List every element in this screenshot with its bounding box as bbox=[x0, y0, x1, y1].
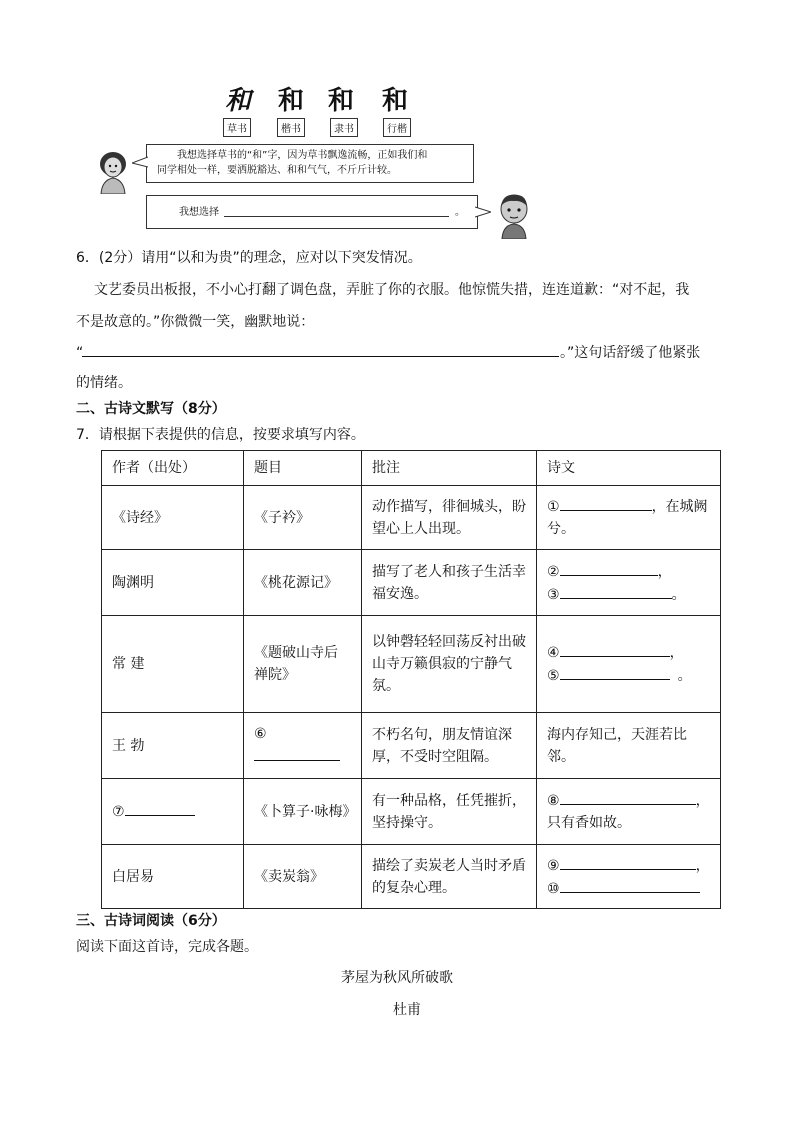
header-title: 题目 bbox=[244, 451, 362, 486]
row-verse bbox=[537, 616, 721, 713]
poem-title: 茅屋为秋风所破歌 bbox=[341, 970, 453, 986]
row-author: 白居易 bbox=[102, 845, 244, 909]
verse-text-8: 只有香如故。 bbox=[547, 815, 631, 831]
label-xingkai: 行楷 bbox=[383, 118, 411, 137]
verse-blank-1[interactable] bbox=[560, 495, 652, 511]
blank-marker-9: ⑨ bbox=[547, 857, 560, 874]
verse-blank-2[interactable] bbox=[560, 560, 658, 576]
q6-prompt: 6．(2分）请用“以和为贵”的理念，应对以下突发情况。 bbox=[76, 250, 422, 266]
row-title: 《卜算子·咏梅》 bbox=[244, 779, 362, 845]
blank-marker-5: ⑤ bbox=[547, 668, 560, 684]
boy-bubble-tail bbox=[475, 205, 491, 219]
verse-suffix-5: 。 bbox=[677, 668, 692, 684]
blank-marker-8: ⑧ bbox=[547, 793, 560, 809]
boy-avatar bbox=[495, 193, 533, 239]
table-row bbox=[102, 713, 721, 779]
row-verse bbox=[537, 550, 721, 616]
q6-closing-line: 的情绪。 bbox=[76, 375, 132, 391]
table-row bbox=[102, 616, 721, 713]
verse-blank-3[interactable] bbox=[560, 583, 672, 599]
verse-suffix-1: ，在城阙兮。 bbox=[547, 499, 708, 537]
verse-suffix-4: ， bbox=[669, 645, 684, 661]
table-row bbox=[102, 845, 721, 909]
row-note: 描写了老人和孩子生活幸福安逸。 bbox=[362, 550, 537, 616]
row-author bbox=[102, 779, 244, 845]
title-blank-6[interactable] bbox=[254, 745, 340, 761]
girl-speech-bubble bbox=[146, 144, 474, 183]
glyph-cursive: 和 bbox=[225, 86, 252, 116]
label-caoshu: 草书 bbox=[223, 118, 251, 137]
girl-avatar bbox=[93, 150, 133, 194]
q6-open-quote: “ bbox=[76, 345, 84, 361]
row-title: 《桃花源记》 bbox=[244, 550, 362, 616]
verse-suffix-8: ， bbox=[695, 793, 710, 809]
section-3-instruction: 阅读下面这首诗，完成各题。 bbox=[76, 939, 258, 955]
blank-marker-6: ⑥ bbox=[254, 726, 267, 742]
poem-author: 杜甫 bbox=[393, 1002, 421, 1018]
q6-scenario-line-1: 文艺委员出板报，不小心打翻了调色盘，弄脏了你的衣服。他惊慌失措，连连道歉：“对不起，我 bbox=[94, 282, 690, 298]
row-title: 《子衿》 bbox=[244, 486, 362, 550]
q7-prompt: 7．请根据下表提供的信息，按要求填写内容。 bbox=[76, 427, 365, 443]
row-author: 常 建 bbox=[102, 616, 244, 713]
row-verse: 海内存知己，天涯若比邻。 bbox=[537, 713, 721, 779]
row-title: 《题破山寺后禅院》 bbox=[244, 616, 362, 713]
poetry-fill-table bbox=[101, 450, 721, 909]
row-note: 描绘了卖炭老人当时矛盾的复杂心理。 bbox=[362, 845, 537, 909]
verse-blank-10[interactable] bbox=[560, 877, 700, 893]
row-title bbox=[244, 713, 362, 779]
girl-bubble-tail bbox=[132, 155, 148, 169]
girl-speech-line-1: 我想选择草书的“和”字，因为草书飘逸流畅，正如我们和 bbox=[177, 150, 428, 161]
row-verse bbox=[537, 845, 721, 909]
verse-suffix-3: 。 bbox=[671, 586, 686, 603]
boy-speech-prefix: 我想选择 bbox=[179, 207, 219, 218]
verse-blank-8[interactable] bbox=[560, 789, 696, 805]
table-row bbox=[102, 486, 721, 550]
row-verse bbox=[537, 486, 721, 550]
row-note: 动作描写，徘徊城头，盼望心上人出现。 bbox=[362, 486, 537, 550]
verse-suffix-2: ， bbox=[657, 563, 672, 580]
blank-marker-2: ② bbox=[547, 563, 560, 580]
label-kaishu: 楷书 bbox=[277, 118, 305, 137]
q6-scenario-line-2: 不是故意的。”你微微一笑，幽默地说： bbox=[76, 314, 315, 330]
glyph-regular: 和 bbox=[278, 86, 305, 116]
girl-speech-line-2: 同学相处一样，要洒脱豁达、和和气气，不斤斤计较。 bbox=[157, 165, 397, 176]
blank-marker-4: ④ bbox=[547, 645, 560, 661]
row-author: 王 勃 bbox=[102, 713, 244, 779]
calligraphy-glyph-row bbox=[215, 80, 425, 120]
header-note: 批注 bbox=[362, 451, 537, 486]
blank-marker-7: ⑦ bbox=[112, 804, 125, 820]
author-blank-7[interactable] bbox=[125, 800, 195, 816]
row-title: 《卖炭翁》 bbox=[244, 845, 362, 909]
row-note: 以钟磬轻轻回荡反衬出破山寺万籁俱寂的宁静气氛。 bbox=[362, 616, 537, 713]
blank-marker-1: ① bbox=[547, 499, 560, 515]
verse-blank-9[interactable] bbox=[560, 854, 696, 870]
boy-speech-suffix: 。 bbox=[455, 207, 465, 218]
label-lishu: 隶书 bbox=[330, 118, 358, 137]
row-author: 陶渊明 bbox=[102, 550, 244, 616]
table-row bbox=[102, 779, 721, 845]
row-note: 不朽名句，朋友情谊深厚，不受时空阻隔。 bbox=[362, 713, 537, 779]
table-row bbox=[102, 550, 721, 616]
table-header-row bbox=[102, 451, 721, 486]
boy-answer-blank[interactable] bbox=[224, 216, 449, 217]
q6-answer-blank[interactable] bbox=[82, 356, 559, 357]
section-2-title: 二、古诗文默写（8分） bbox=[76, 401, 226, 417]
verse-blank-5[interactable] bbox=[560, 664, 670, 680]
row-author: 《诗经》 bbox=[102, 486, 244, 550]
boy-speech-bubble bbox=[146, 195, 478, 229]
row-verse bbox=[537, 779, 721, 845]
header-author: 作者（出处） bbox=[102, 451, 244, 486]
section-3-title: 三、古诗词阅读（6分） bbox=[76, 913, 226, 929]
glyph-running: 和 bbox=[382, 86, 409, 116]
verse-blank-4[interactable] bbox=[560, 641, 670, 657]
blank-marker-10: ⑩ bbox=[547, 880, 560, 897]
glyph-clerical: 和 bbox=[328, 86, 355, 116]
q6-closing-text: 。”这句话舒缓了他紧张 bbox=[560, 345, 701, 361]
verse-suffix-9: ， bbox=[695, 857, 710, 874]
blank-marker-3: ③ bbox=[547, 586, 560, 603]
row-note: 有一种品格，任凭摧折，坚持操守。 bbox=[362, 779, 537, 845]
header-verse: 诗文 bbox=[537, 451, 721, 486]
